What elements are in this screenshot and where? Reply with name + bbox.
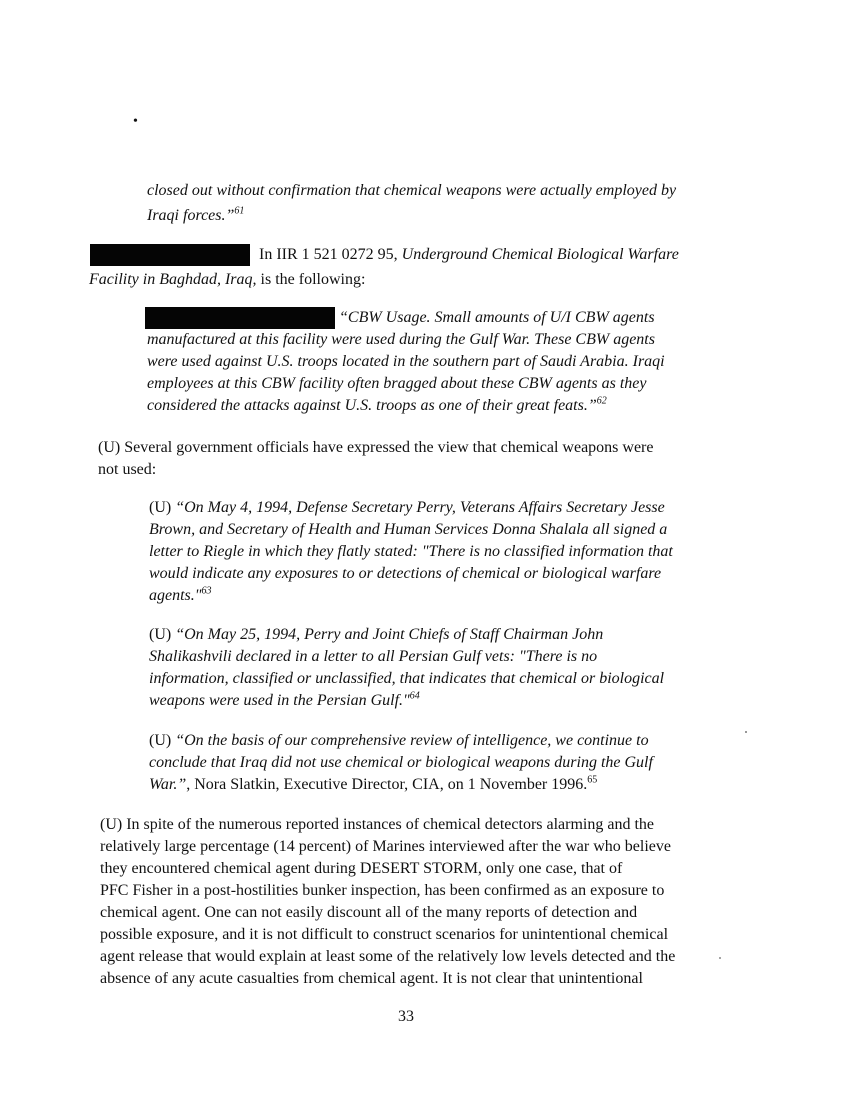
text-line — [147, 396, 607, 416]
text-line: relatively large percentage (14 percent) of Marines interviewed after the war who believe — [100, 838, 671, 855]
text-line: would indicate any exposures to or detections of chemical or biological warfare — [149, 565, 662, 582]
classification-marker: (U) — [149, 732, 176, 749]
text-line: possible exposure, and it is not difficult to construct scenarios for unintentional chemical — [100, 926, 669, 943]
text-line — [149, 498, 665, 518]
text-line: conclude that Iraq did not use chemical or biological weapons during the Gulf — [149, 754, 653, 771]
scan-speck — [745, 731, 747, 733]
text-line — [149, 625, 603, 645]
text-span: , Nora Slatkin, Executive Director, CIA, on 1 November 1996. — [186, 776, 588, 793]
text-span: War.” — [149, 776, 187, 793]
text-span: In IIR 1 521 0272 95, — [259, 246, 402, 263]
text-line: absence of any acute casualties from chemical agent. It is not clear that unintentional — [100, 970, 643, 987]
text-span: agents." — [149, 587, 202, 604]
text-line: not used: — [98, 461, 157, 478]
footnote-ref: 61 — [234, 205, 245, 217]
page-number: 33 — [398, 1008, 414, 1025]
text-span: “On the basis of our comprehensive review of intelligence, we continue to — [175, 732, 649, 749]
text-line — [149, 691, 420, 711]
stray-dot-mark: • — [133, 114, 138, 129]
text-span: “On May 25, 1994, Perry and Joint Chiefs of Staff Chairman John — [175, 626, 604, 643]
text-line: information, classified or unclassified, that indicates that chemical or biological — [149, 670, 665, 687]
text-line: PFC Fisher in a post-hostilities bunker inspection, has been confirmed as an exposure to — [100, 882, 665, 899]
text-line — [89, 270, 365, 290]
text-span: is the following: — [256, 271, 366, 288]
report-title: Facility in Baghdad, Iraq, — [89, 271, 257, 288]
text-line: closed out without confirmation that chemical weapons were actually employed by — [147, 182, 677, 199]
text-line: (U) In spite of the numerous reported instances of chemical detectors alarming and the — [100, 816, 655, 833]
text-line: letter to Riegle in which they flatly stated: "There is no classified information that — [149, 543, 673, 560]
text-line — [149, 775, 597, 795]
redaction-bar — [90, 244, 250, 266]
text-line: employees at this CBW facility often bragged about these CBW agents as they — [147, 375, 647, 392]
classification-marker: (U) — [149, 626, 176, 643]
classification-marker: (U) — [149, 499, 176, 516]
text-line: manufactured at this facility were used during the Gulf War. These CBW agents — [147, 331, 655, 348]
text-span: weapons were used in the Persian Gulf." — [149, 692, 410, 709]
footnote-ref: 65 — [587, 774, 598, 786]
text-span: “On May 4, 1994, Defense Secretary Perry, Veterans Affairs Secretary Jesse — [175, 499, 665, 516]
text-line: (U) Several government officials have expressed the view that chemical weapons were — [98, 439, 654, 456]
text-line: agent release that would explain at least some of the relatively low levels detected and the — [100, 948, 676, 965]
scan-speck — [719, 957, 721, 959]
text-line — [149, 586, 212, 606]
text-line: were used against U.S. troops located in the southern part of Saudi Arabia. Iraqi — [147, 353, 665, 370]
footnote-ref: 62 — [596, 395, 607, 407]
text-line: they encountered chemical agent during DESERT STORM, only one case, that of — [100, 860, 623, 877]
text-line: Shalikashvili declared in a letter to all Persian Gulf vets: "There is no — [149, 648, 598, 665]
text-span: considered the attacks against U.S. troops as one of their great feats.” — [147, 397, 597, 414]
text-line — [259, 245, 679, 265]
report-title: Underground Chemical Biological Warfare — [401, 246, 679, 263]
text-span: Iraqi forces.” — [147, 207, 235, 224]
text-line — [149, 731, 649, 751]
footnote-ref: 63 — [201, 585, 212, 597]
footnote-ref: 64 — [409, 690, 420, 702]
text-line — [147, 206, 244, 226]
text-line: “CBW Usage. Small amounts of U/I CBW agents — [339, 309, 655, 326]
text-line: chemical agent. One can not easily discount all of the many reports of detection and — [100, 904, 638, 921]
redaction-bar — [145, 307, 335, 329]
text-line: Brown, and Secretary of Health and Human Services Donna Shalala all signed a — [149, 521, 668, 538]
